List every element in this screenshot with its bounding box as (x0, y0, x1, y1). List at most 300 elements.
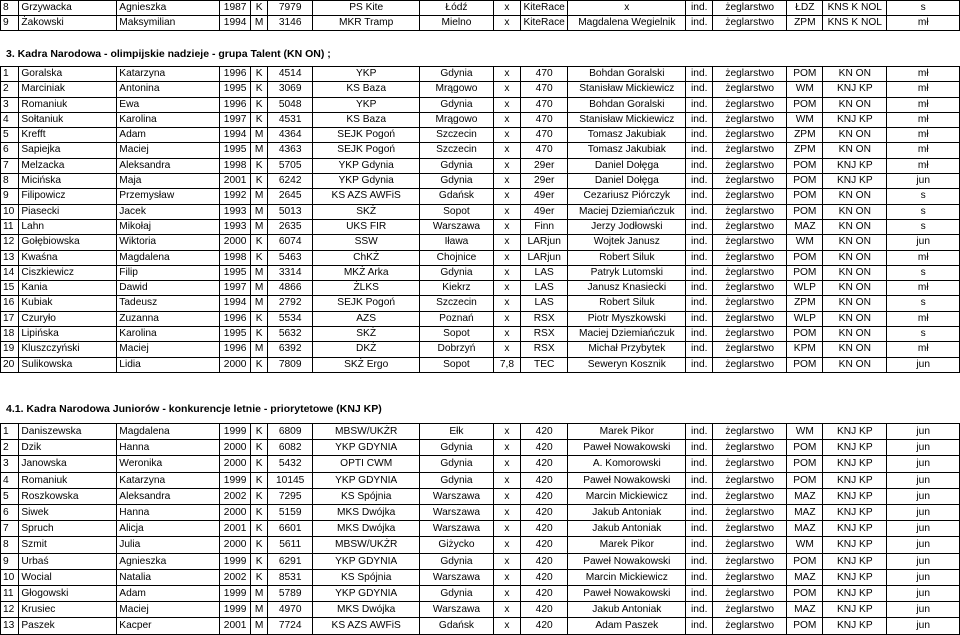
first-name-cell: Aleksandra (117, 158, 220, 173)
birth-year-cell: 1994 (220, 128, 251, 143)
club-cell: MKR Tramp (313, 16, 420, 31)
sex-cell: M (250, 602, 267, 618)
license-number-cell: 2792 (268, 296, 313, 311)
region-cell: POM (787, 67, 823, 82)
license-number-cell: 4866 (268, 281, 313, 296)
last-name-cell: Micińska (19, 174, 117, 189)
coach-cell: Marek Pikor (568, 423, 686, 439)
type-cell: ind. (686, 265, 713, 280)
license-number-cell: 6082 (268, 440, 313, 456)
city-cell: Warszawa (420, 504, 493, 520)
group-cell: KN ON (823, 296, 887, 311)
boat-class-cell: 470 (521, 128, 568, 143)
category-cell: jun (887, 174, 960, 189)
birth-year-cell: 2000 (220, 456, 251, 472)
type-cell: ind. (686, 311, 713, 326)
type-cell: ind. (686, 357, 713, 372)
category-cell: jun (887, 553, 960, 569)
type-cell: ind. (686, 112, 713, 127)
boat-class-cell: RSX (521, 342, 568, 357)
license-number-cell: 4363 (268, 143, 313, 158)
discipline-cell: żeglarstwo (713, 235, 787, 250)
row-number-cell: 12 (1, 602, 19, 618)
region-cell: MAZ (787, 569, 823, 585)
city-cell: Gdynia (420, 472, 493, 488)
boat-class-cell: 420 (521, 585, 568, 601)
region-cell: POM (787, 585, 823, 601)
club-cell: SEJK Pogoń (313, 128, 420, 143)
type-cell: ind. (686, 585, 713, 601)
coach-cell: Magdalena Wegielnik (568, 16, 686, 31)
boat-class-cell: RSX (521, 311, 568, 326)
flag-cell: x (493, 488, 521, 504)
category-cell: jun (887, 521, 960, 537)
row-number-cell: 18 (1, 327, 19, 342)
city-cell: Warszawa (420, 521, 493, 537)
coach-cell: Marcin Mickiewicz (568, 569, 686, 585)
birth-year-cell: 2001 (220, 174, 251, 189)
city-cell: Kiekrz (420, 281, 493, 296)
group-cell: KNJ KP (823, 618, 887, 634)
coach-cell: Tomasz Jakubiak (568, 143, 686, 158)
first-name-cell: Maja (117, 174, 220, 189)
license-number-cell: 5611 (268, 537, 313, 553)
row-number-cell: 17 (1, 311, 19, 326)
first-name-cell: Agnieszka (117, 1, 220, 16)
region-cell: WM (787, 82, 823, 97)
city-cell: Gdynia (420, 174, 493, 189)
birth-year-cell: 1994 (220, 16, 251, 31)
type-cell: ind. (686, 504, 713, 520)
birth-year-cell: 1995 (220, 327, 251, 342)
region-cell: MAZ (787, 488, 823, 504)
boat-class-cell: 420 (521, 618, 568, 634)
club-cell: YKP Gdynia (313, 158, 420, 173)
city-cell: Ełk (420, 423, 493, 439)
category-cell: mł (887, 16, 960, 31)
first-name-cell: Magdalena (117, 250, 220, 265)
last-name-cell: Romaniuk (19, 472, 117, 488)
table-row (1, 585, 960, 601)
discipline-cell: żeglarstwo (713, 219, 787, 234)
region-cell: WLP (787, 281, 823, 296)
region-cell: POM (787, 440, 823, 456)
club-cell: MBSW/UKŻR (313, 537, 420, 553)
row-number-cell: 19 (1, 342, 19, 357)
type-cell: ind. (686, 1, 713, 16)
row-number-cell: 12 (1, 235, 19, 250)
coach-cell: Marcin Mickiewicz (568, 488, 686, 504)
sex-cell: K (250, 97, 267, 112)
flag-cell: x (493, 1, 521, 16)
table-row (1, 569, 960, 585)
type-cell: ind. (686, 219, 713, 234)
table-row (1, 1, 960, 16)
flag-cell: x (493, 16, 521, 31)
region-cell: WM (787, 235, 823, 250)
category-cell: jun (887, 618, 960, 634)
boat-class-cell: 470 (521, 82, 568, 97)
city-cell: Mielno (420, 16, 493, 31)
table-row (1, 189, 960, 204)
table-row (1, 219, 960, 234)
row-number-cell: 7 (1, 521, 19, 537)
table-row (1, 16, 960, 31)
group-cell: KN ON (823, 281, 887, 296)
group-cell: KNJ KP (823, 423, 887, 439)
license-number-cell: 2635 (268, 219, 313, 234)
flag-cell: x (493, 250, 521, 265)
sex-cell: K (250, 504, 267, 520)
club-cell: YKP Gdynia (313, 174, 420, 189)
coach-cell: Bohdan Goralski (568, 67, 686, 82)
boat-class-cell: 420 (521, 569, 568, 585)
table-row (1, 423, 960, 439)
section-4-1-table (0, 423, 960, 635)
birth-year-cell: 1999 (220, 585, 251, 601)
club-cell: SEJK Pogoń (313, 143, 420, 158)
category-cell: s (887, 296, 960, 311)
boat-class-cell: 470 (521, 143, 568, 158)
category-cell: jun (887, 488, 960, 504)
license-number-cell: 5632 (268, 327, 313, 342)
boat-class-cell: KiteRace (521, 16, 568, 31)
type-cell: ind. (686, 537, 713, 553)
sex-cell: K (250, 357, 267, 372)
row-number-cell: 8 (1, 1, 19, 16)
club-cell: DKŻ (313, 342, 420, 357)
region-cell: POM (787, 189, 823, 204)
last-name-cell: Kubiak (19, 296, 117, 311)
type-cell: ind. (686, 281, 713, 296)
sex-cell: K (250, 235, 267, 250)
boat-class-cell: LARjun (521, 250, 568, 265)
sex-cell: M (250, 128, 267, 143)
type-cell: ind. (686, 553, 713, 569)
group-cell: KNJ KP (823, 82, 887, 97)
city-cell: Szczecin (420, 128, 493, 143)
type-cell: ind. (686, 235, 713, 250)
category-cell: s (887, 1, 960, 16)
table-row (1, 521, 960, 537)
sex-cell: M (250, 618, 267, 634)
region-cell: MAZ (787, 521, 823, 537)
first-name-cell: Hanna (117, 504, 220, 520)
license-number-cell: 7979 (268, 1, 313, 16)
sex-cell: M (250, 296, 267, 311)
last-name-cell: Szmit (19, 537, 117, 553)
club-cell: SSW (313, 235, 420, 250)
club-cell: UKS FIR (313, 219, 420, 234)
row-number-cell: 13 (1, 618, 19, 634)
discipline-cell: żeglarstwo (713, 504, 787, 520)
license-number-cell: 7295 (268, 488, 313, 504)
coach-cell: Jakub Antoniak (568, 504, 686, 520)
group-cell: KN ON (823, 97, 887, 112)
sex-cell: K (250, 82, 267, 97)
license-number-cell: 4531 (268, 112, 313, 127)
table-row (1, 618, 960, 634)
category-cell: mł (887, 82, 960, 97)
row-number-cell: 4 (1, 112, 19, 127)
region-cell: POM (787, 472, 823, 488)
flag-cell: x (493, 537, 521, 553)
city-cell: Gdynia (420, 265, 493, 280)
club-cell: YKP GDYNIA (313, 440, 420, 456)
coach-cell: Paweł Nowakowski (568, 440, 686, 456)
first-name-cell: Wiktoria (117, 235, 220, 250)
row-number-cell: 15 (1, 281, 19, 296)
region-cell: POM (787, 204, 823, 219)
city-cell: Gdynia (420, 553, 493, 569)
license-number-cell: 6074 (268, 235, 313, 250)
first-name-cell: Katarzyna (117, 67, 220, 82)
club-cell: ChKŻ (313, 250, 420, 265)
club-cell: KS Baza (313, 82, 420, 97)
category-cell: mł (887, 112, 960, 127)
flag-cell: 7,8 (493, 357, 521, 372)
flag-cell: x (493, 456, 521, 472)
birth-year-cell: 1997 (220, 112, 251, 127)
group-cell: KNJ KP (823, 569, 887, 585)
birth-year-cell: 1993 (220, 219, 251, 234)
boat-class-cell: 420 (521, 521, 568, 537)
city-cell: Gdynia (420, 456, 493, 472)
license-number-cell: 5159 (268, 504, 313, 520)
type-cell: ind. (686, 189, 713, 204)
coach-cell: Stanisław Mickiewicz (568, 82, 686, 97)
table-row (1, 281, 960, 296)
club-cell: KS Baza (313, 112, 420, 127)
flag-cell: x (493, 311, 521, 326)
discipline-cell: żeglarstwo (713, 456, 787, 472)
sex-cell: M (250, 265, 267, 280)
boat-class-cell: 420 (521, 602, 568, 618)
row-number-cell: 11 (1, 585, 19, 601)
last-name-cell: Grzywacka (19, 1, 117, 16)
first-name-cell: Maksymilian (117, 16, 220, 31)
flag-cell: x (493, 281, 521, 296)
club-cell: KS AZS AWFiS (313, 189, 420, 204)
type-cell: ind. (686, 174, 713, 189)
table-row (1, 553, 960, 569)
first-name-cell: Hanna (117, 440, 220, 456)
boat-class-cell: RSX (521, 327, 568, 342)
discipline-cell: żeglarstwo (713, 296, 787, 311)
sex-cell: K (250, 472, 267, 488)
table-row (1, 327, 960, 342)
flag-cell: x (493, 265, 521, 280)
city-cell: Iława (420, 235, 493, 250)
category-cell: mł (887, 311, 960, 326)
birth-year-cell: 1995 (220, 143, 251, 158)
discipline-cell: żeglarstwo (713, 97, 787, 112)
flag-cell: x (493, 143, 521, 158)
group-cell: KNJ KP (823, 158, 887, 173)
discipline-cell: żeglarstwo (713, 143, 787, 158)
row-number-cell: 16 (1, 296, 19, 311)
first-name-cell: Dawid (117, 281, 220, 296)
coach-cell: Michał Przybytek (568, 342, 686, 357)
sex-cell: M (250, 342, 267, 357)
sex-cell: M (250, 219, 267, 234)
table-row (1, 204, 960, 219)
region-cell: POM (787, 250, 823, 265)
city-cell: Warszawa (420, 602, 493, 618)
last-name-cell: Roszkowska (19, 488, 117, 504)
first-name-cell: Julia (117, 537, 220, 553)
last-name-cell: Marciniak (19, 82, 117, 97)
group-cell: KN ON (823, 311, 887, 326)
flag-cell: x (493, 67, 521, 82)
sex-cell: K (250, 1, 267, 16)
license-number-cell: 6601 (268, 521, 313, 537)
type-cell: ind. (686, 569, 713, 585)
birth-year-cell: 1994 (220, 296, 251, 311)
group-cell: KN ON (823, 250, 887, 265)
category-cell: jun (887, 357, 960, 372)
region-cell: MAZ (787, 219, 823, 234)
last-name-cell: Goralska (19, 67, 117, 82)
boat-class-cell: Finn (521, 219, 568, 234)
discipline-cell: żeglarstwo (713, 265, 787, 280)
discipline-cell: żeglarstwo (713, 174, 787, 189)
category-cell: jun (887, 602, 960, 618)
sex-cell: K (250, 158, 267, 173)
first-name-cell: Antonina (117, 82, 220, 97)
group-cell: KN ON (823, 143, 887, 158)
club-cell: YKP GDYNIA (313, 585, 420, 601)
type-cell: ind. (686, 521, 713, 537)
coach-cell: Maciej Dziemiańczuk (568, 327, 686, 342)
first-name-cell: Karolina (117, 327, 220, 342)
flag-cell: x (493, 189, 521, 204)
type-cell: ind. (686, 97, 713, 112)
group-cell: KNJ KP (823, 456, 887, 472)
category-cell: jun (887, 456, 960, 472)
group-cell: KN ON (823, 357, 887, 372)
discipline-cell: żeglarstwo (713, 342, 787, 357)
discipline-cell: żeglarstwo (713, 618, 787, 634)
type-cell: ind. (686, 618, 713, 634)
row-number-cell: 20 (1, 357, 19, 372)
section-3-title: 3. Kadra Narodowa - olimpijskie nadzieje - grupa Talent (KN ON) ; (6, 48, 331, 60)
last-name-cell: Kwaśna (19, 250, 117, 265)
table-row (1, 357, 960, 372)
last-name-cell: Spruch (19, 521, 117, 537)
flag-cell: x (493, 440, 521, 456)
license-number-cell: 7809 (268, 357, 313, 372)
birth-year-cell: 1993 (220, 204, 251, 219)
group-cell: KN ON (823, 265, 887, 280)
club-cell: YKP (313, 97, 420, 112)
coach-cell: Cezariusz Piórczyk (568, 189, 686, 204)
region-cell: WM (787, 423, 823, 439)
category-cell: mł (887, 143, 960, 158)
group-cell: KNJ KP (823, 537, 887, 553)
first-name-cell: Katarzyna (117, 472, 220, 488)
club-cell: SEJK Pogoń (313, 296, 420, 311)
discipline-cell: żeglarstwo (713, 553, 787, 569)
last-name-cell: Urbaś (19, 553, 117, 569)
license-number-cell: 5534 (268, 311, 313, 326)
license-number-cell: 5789 (268, 585, 313, 601)
birth-year-cell: 2000 (220, 537, 251, 553)
license-number-cell: 10145 (268, 472, 313, 488)
last-name-cell: Dzik (19, 440, 117, 456)
club-cell: YKP GDYNIA (313, 553, 420, 569)
club-cell: SKŻ Ergo (313, 357, 420, 372)
first-name-cell: Przemysław (117, 189, 220, 204)
region-cell: ZPM (787, 128, 823, 143)
row-number-cell: 4 (1, 472, 19, 488)
last-name-cell: Sulikowska (19, 357, 117, 372)
boat-class-cell: 470 (521, 67, 568, 82)
category-cell: jun (887, 235, 960, 250)
license-number-cell: 6392 (268, 342, 313, 357)
first-name-cell: Ewa (117, 97, 220, 112)
last-name-cell: Melzacka (19, 158, 117, 173)
table-row (1, 440, 960, 456)
last-name-cell: Żakowski (19, 16, 117, 31)
city-cell: Gdynia (420, 440, 493, 456)
boat-class-cell: 470 (521, 112, 568, 127)
row-number-cell: 7 (1, 158, 19, 173)
type-cell: ind. (686, 602, 713, 618)
region-cell: KPM (787, 342, 823, 357)
group-cell: KN ON (823, 67, 887, 82)
row-number-cell: 10 (1, 569, 19, 585)
flag-cell: x (493, 585, 521, 601)
row-number-cell: 6 (1, 143, 19, 158)
type-cell: ind. (686, 342, 713, 357)
type-cell: ind. (686, 128, 713, 143)
flag-cell: x (493, 569, 521, 585)
coach-cell: Piotr Myszkowski (568, 311, 686, 326)
first-name-cell: Tadeusz (117, 296, 220, 311)
row-number-cell: 8 (1, 537, 19, 553)
discipline-cell: żeglarstwo (713, 472, 787, 488)
top-table-body (1, 1, 960, 31)
row-number-cell: 6 (1, 504, 19, 520)
birth-year-cell: 1992 (220, 189, 251, 204)
row-number-cell: 13 (1, 250, 19, 265)
last-name-cell: Gołębiowska (19, 235, 117, 250)
city-cell: Gdynia (420, 585, 493, 601)
discipline-cell: żeglarstwo (713, 488, 787, 504)
club-cell: ŻLKS (313, 281, 420, 296)
table-row (1, 250, 960, 265)
spacer (0, 31, 960, 46)
club-cell: KS AZS AWFiS (313, 618, 420, 634)
first-name-cell: Filip (117, 265, 220, 280)
flag-cell: x (493, 342, 521, 357)
group-cell: KNJ KP (823, 472, 887, 488)
club-cell: YKP GDYNIA (313, 472, 420, 488)
type-cell: ind. (686, 204, 713, 219)
city-cell: Gdynia (420, 158, 493, 173)
club-cell: MBSW/UKŻR (313, 423, 420, 439)
table-row (1, 504, 960, 520)
table-row (1, 265, 960, 280)
row-number-cell: 1 (1, 67, 19, 82)
sex-cell: M (250, 281, 267, 296)
license-number-cell: 7724 (268, 618, 313, 634)
last-name-cell: Sapiejka (19, 143, 117, 158)
region-cell: WM (787, 537, 823, 553)
sex-cell: M (250, 143, 267, 158)
coach-cell: Jakub Antoniak (568, 521, 686, 537)
